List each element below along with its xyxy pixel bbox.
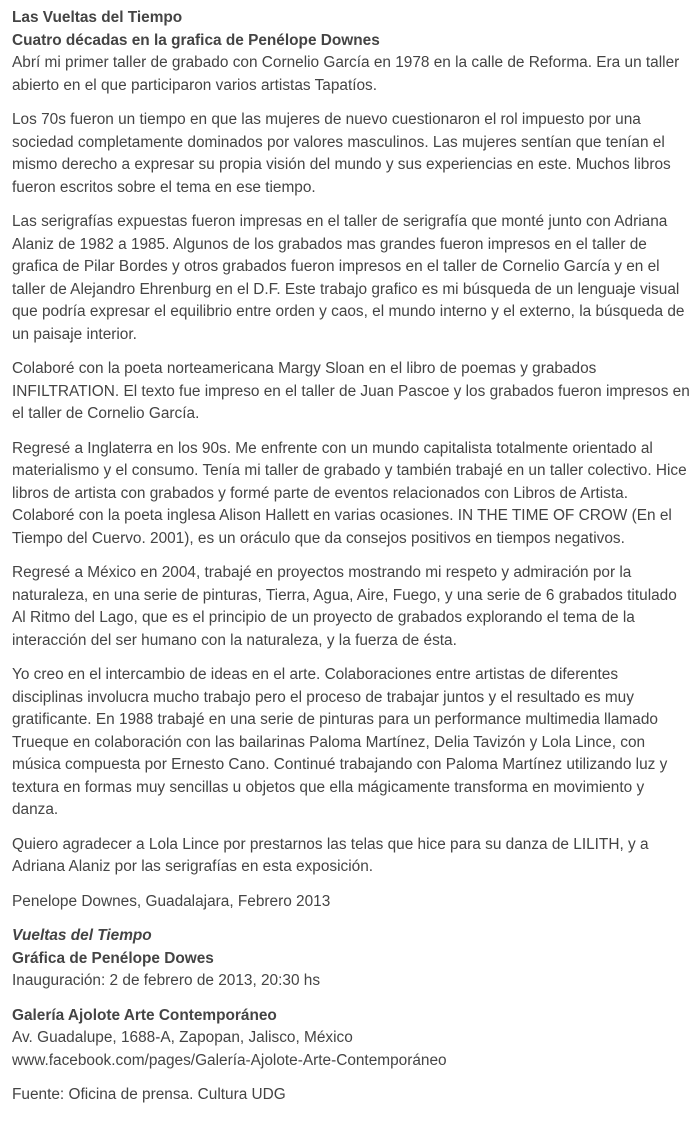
article-subtitle: Cuatro décadas en la grafica de Penélope Downes [12, 31, 380, 49]
venue-address: Av. Guadalupe, 1688-A, Zapopan, Jalisco, México [12, 1029, 353, 1046]
event-opening: Inauguración: 2 de febrero de 2013, 20:30 hs [12, 972, 321, 989]
signature: Penelope Downes, Guadalajara, Febrero 2013 [12, 892, 331, 910]
venue-info [12, 1005, 690, 1073]
intro-paragraph [12, 7, 690, 97]
paragraph: Las serigrafías expuestas fueron impresas en el taller de serigrafía que monté junto con Adriana Alaniz de 1982 a 1985. Algunos de los grabados mas grandes fueron impresos en el taller de grafica de Pilar Bordes y otros grabados fueron impresos en el taller de Cornelio García y en el taller de Alejandro Ehrenburg en el D.F. Este trabajo grafico es mi búsqueda de un lenguaje visual que podría expresar el equilibrio entre orden y caos, el mundo interno y el externo, la búsqueda de un paisaje interior. [12, 213, 685, 343]
paragraph: Quiero agradecer a Lola Lince por prestarnos las telas que hice para su danza de LILITH, y a Adriana Alaniz por las serigrafías en esta exposición. [12, 835, 649, 875]
paragraph: Colaboré con la poeta norteamericana Margy Sloan en el libro de poemas y grabados INFILTRATION. El texto fue impreso en el taller de Juan Pascoe y los grabados fueron impresos en el taller de Cornelio García. [12, 360, 690, 422]
venue-link[interactable]: www.facebook.com/pages/Galería-Ajolote-Arte-Contemporáneo [12, 1051, 447, 1069]
paragraph: Regresé a México en 2004, trabajé en proyectos mostrando mi respeto y admiración por la naturaleza, en una serie de pinturas, Tierra, Agua, Aire, Fuego, y una serie de 6 grabados titulado Al Ritmo del Lago, que es el principio de un proyecto de grabados explorando el tema de la interacción del ser humano con la naturaleza, y la fuerza de ésta. [12, 564, 677, 649]
source-credit: Fuente: Oficina de prensa. Cultura UDG [12, 1086, 286, 1103]
paragraph-text: Abrí mi primer taller de grabado con Cornelio García en 1978 en la calle de Reforma. Era un taller abierto en el que participaron varios artistas Tapatíos. [12, 54, 680, 94]
event-subtitle: Gráfica de Penélope Dowes [12, 949, 214, 967]
paragraph: Regresé a Inglaterra en los 90s. Me enfrente con un mundo capitalista totalmente orientado al materialismo y el consumo. Tenía mi taller de grabado y también trabajé en un taller colectivo. Hice libros de artista con grabados y formé parte de eventos relacionados con Libros de Artista. Colaboré con la poeta inglesa Alison Hallett en varias ocasiones. IN THE TIME OF CROW (En el Tiempo del Cuervo. 2001), es un oráculo que da consejos positivos en tiempos negativos. [12, 439, 687, 547]
venue-name: Galería Ajolote Arte Contemporáneo [12, 1006, 277, 1024]
paragraph: Los 70s fueron un tiempo en que las mujeres de nuevo cuestionaron el rol impuesto por una sociedad completamente dominados por valores masculinos. Las mujeres sentían que tenían el mismo derecho a expresar su propia visión del mundo y sus experiencias en este. Muchos libros fueron escritos sobre el tema en ese tiempo. [12, 111, 671, 196]
paragraph: Yo creo en el intercambio de ideas en el arte. Colaboraciones entre artistas de diferentes disciplinas involucra mucho trabajo pero el proceso de trabajar juntos y el resultado es muy gratificante. En 1988 trabajé en una serie de pinturas para un performance multimedia llamado Trueque en colaboración con las bailarinas Paloma Martínez, Delia Tavizón y Lola Lince, con música compuesta por Ernesto Cano. Continué trabajando con Paloma Martínez utilizando luz y textura en formas muy sencillas u objetos que ella mágicamente transforma en movimiento y danza. [12, 666, 668, 818]
event-info [12, 925, 690, 993]
event-title: Vueltas del Tiempo [12, 927, 152, 944]
article-title: Las Vueltas del Tiempo [12, 9, 183, 26]
